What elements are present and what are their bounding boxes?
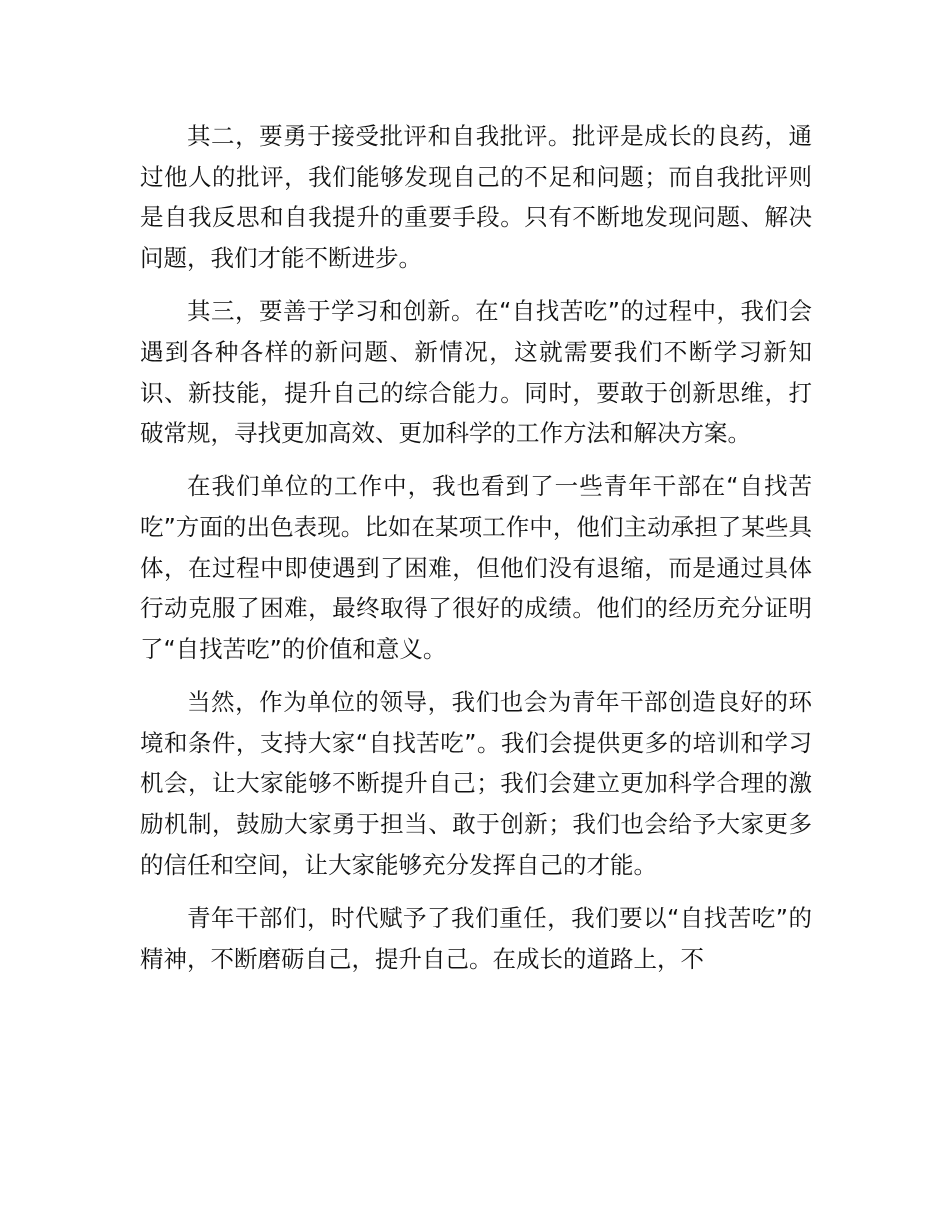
paragraph-leadership-support: 当然，作为单位的领导，我们也会为青年干部创造良好的环境和条件，支持大家“自找苦吃”。我们会提供更多的培训和学习机会，让大家能够不断提升自己；我们会建立更加科学合理的激励机制，鼓励大家勇于担当、敢于创新；我们也会给予大家更多的信任和空间，让大家能够充分发挥自己的才能。 <box>140 688 812 879</box>
paragraph-closing: 青年干部们，时代赋予了我们重任，我们要以“自找苦吃”的精神，不断磨砺自己，提升自己。在成长的道路上，不 <box>140 903 812 973</box>
paragraph-criticism: 其二，要勇于接受批评和自我批评。批评是成长的良药，通过他人的批评，我们能够发现自己的不足和问题；而自我批评则是自我反思和自我提升的重要手段。只有不断地发现问题、解决问题，我们才能不断进步。 <box>140 122 812 273</box>
paragraph-learning-innovation: 其三，要善于学习和创新。在“自找苦吃”的过程中，我们会遇到各种各样的新问题、新情况，这就需要我们不断学习新知识、新技能，提升自己的综合能力。同时，要敢于创新思维，打破常规，寻找更加高效、更加科学的工作方法和解决方案。 <box>140 297 812 448</box>
paragraph-unit-examples: 在我们单位的工作中，我也看到了一些青年干部在“自找苦吃”方面的出色表现。比如在某项工作中，他们主动承担了某些具体，在过程中即使遇到了困难，但他们没有退缩，而是通过具体行动克服了困难，最终取得了很好的成绩。他们的经历充分证明了“自找苦吃”的价值和意义。 <box>140 472 812 664</box>
document-body <box>140 116 812 992</box>
